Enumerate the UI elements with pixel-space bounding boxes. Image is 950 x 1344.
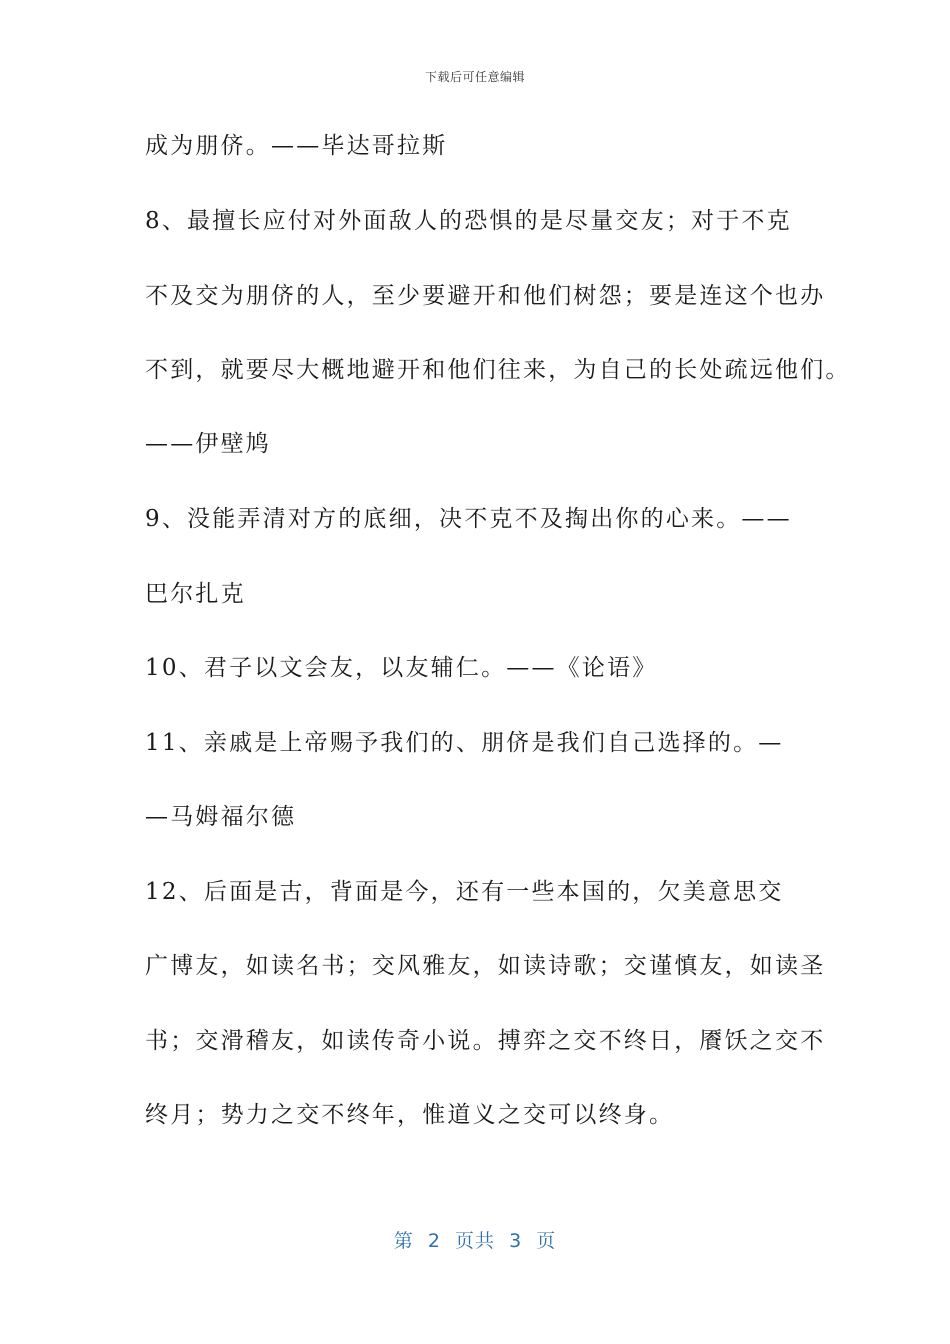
text-line: 广博友，如读名书；交风雅友，如读诗歌；交谨慎友，如读圣 bbox=[145, 953, 826, 979]
text-line: 书；交滑稽友，如读传奇小说。搏弈之交不终日，餍饫之交不 bbox=[145, 1028, 826, 1054]
text-line: 不及交为朋侪的人，至少要避开和他们树怨；要是连这个也办 bbox=[145, 283, 826, 309]
text-line: 9、没能弄清对方的底细，决不克不及掏出你的心来。—— bbox=[145, 506, 792, 532]
text-line: —马姆福尔德 bbox=[145, 804, 297, 830]
page-header: 下载后可任意编辑 bbox=[424, 70, 525, 84]
text-line: 不到，就要尽大概地避开和他们往来，为自己的长处疏远他们。 bbox=[145, 357, 851, 383]
text-line: 巴尔扎克 bbox=[145, 581, 246, 607]
page-number-footer: 第 2 页共 3 页 bbox=[393, 1230, 557, 1252]
text-line: ——伊壁鸠 bbox=[145, 431, 271, 457]
text-line: 12、后面是古，背面是今，还有一些本国的，欠美意思交 bbox=[145, 879, 784, 905]
text-line: 8、最擅长应付对外面敌人的恐惧的是尽量交友；对于不克 bbox=[145, 208, 792, 234]
text-line: 成为朋侪。——毕达哥拉斯 bbox=[145, 133, 448, 159]
text-line: 终月；势力之交不终年，惟道义之交可以终身。 bbox=[145, 1102, 675, 1128]
text-line: 10、君子以文会友，以友辅仁。——《论语》 bbox=[145, 655, 658, 681]
text-line: 11、亲戚是上帝赐予我们的、朋侪是我们自己选择的。— bbox=[145, 730, 784, 756]
